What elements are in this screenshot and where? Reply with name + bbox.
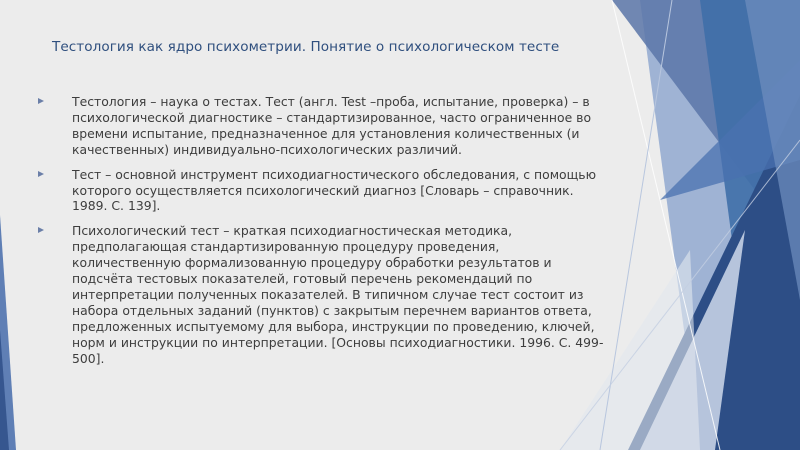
bullet-text-1: Тестология – наука о тестах. Тест (англ. Test –проба, испытание, проверка) – в психологической диагностике – стандартизированное, часто ограниченное во времени испытание, предназначенное для установления количественных (и качественных) индивидуально-психологических различий. [72, 94, 592, 157]
triangle-bullet-icon [38, 227, 44, 233]
triangle-bullet-icon [38, 98, 44, 104]
bullet-list [38, 94, 608, 376]
bullet-item-3 [38, 223, 608, 366]
bullet-text-3: Психологический тест – краткая психодиагностическая методика, предполагающая стандартизированную процедуру проведения, количественную формализованную процедуру обработки результатов и подсчёта тестовых показателей, готовый перечень рекомендаций по интерпретации полученных показателей. В типичном случае тест состоит из набора отдельных заданий (пунктов) с закрытым перечнем вариантов ответа, предложенных испытуемому для выбора, инструкции по проведению, ключей, норм и инструкции по интерпретации. [Основы психодиагностики. 1996. С. 499-500]. [72, 223, 604, 366]
triangle-bullet-icon [38, 171, 44, 177]
bullet-text-2: Тест – основной инструмент психодиагностического обследования, с помощью которого осуществляется психологический диагноз [Словарь – справочник. 1989. С. 139]. [72, 166, 597, 214]
slide-title: Тестология как ядро психометрии. Понятие о психологическом тесте [52, 39, 560, 55]
bullet-item-2 [38, 167, 608, 215]
bullet-item-1 [38, 94, 608, 158]
